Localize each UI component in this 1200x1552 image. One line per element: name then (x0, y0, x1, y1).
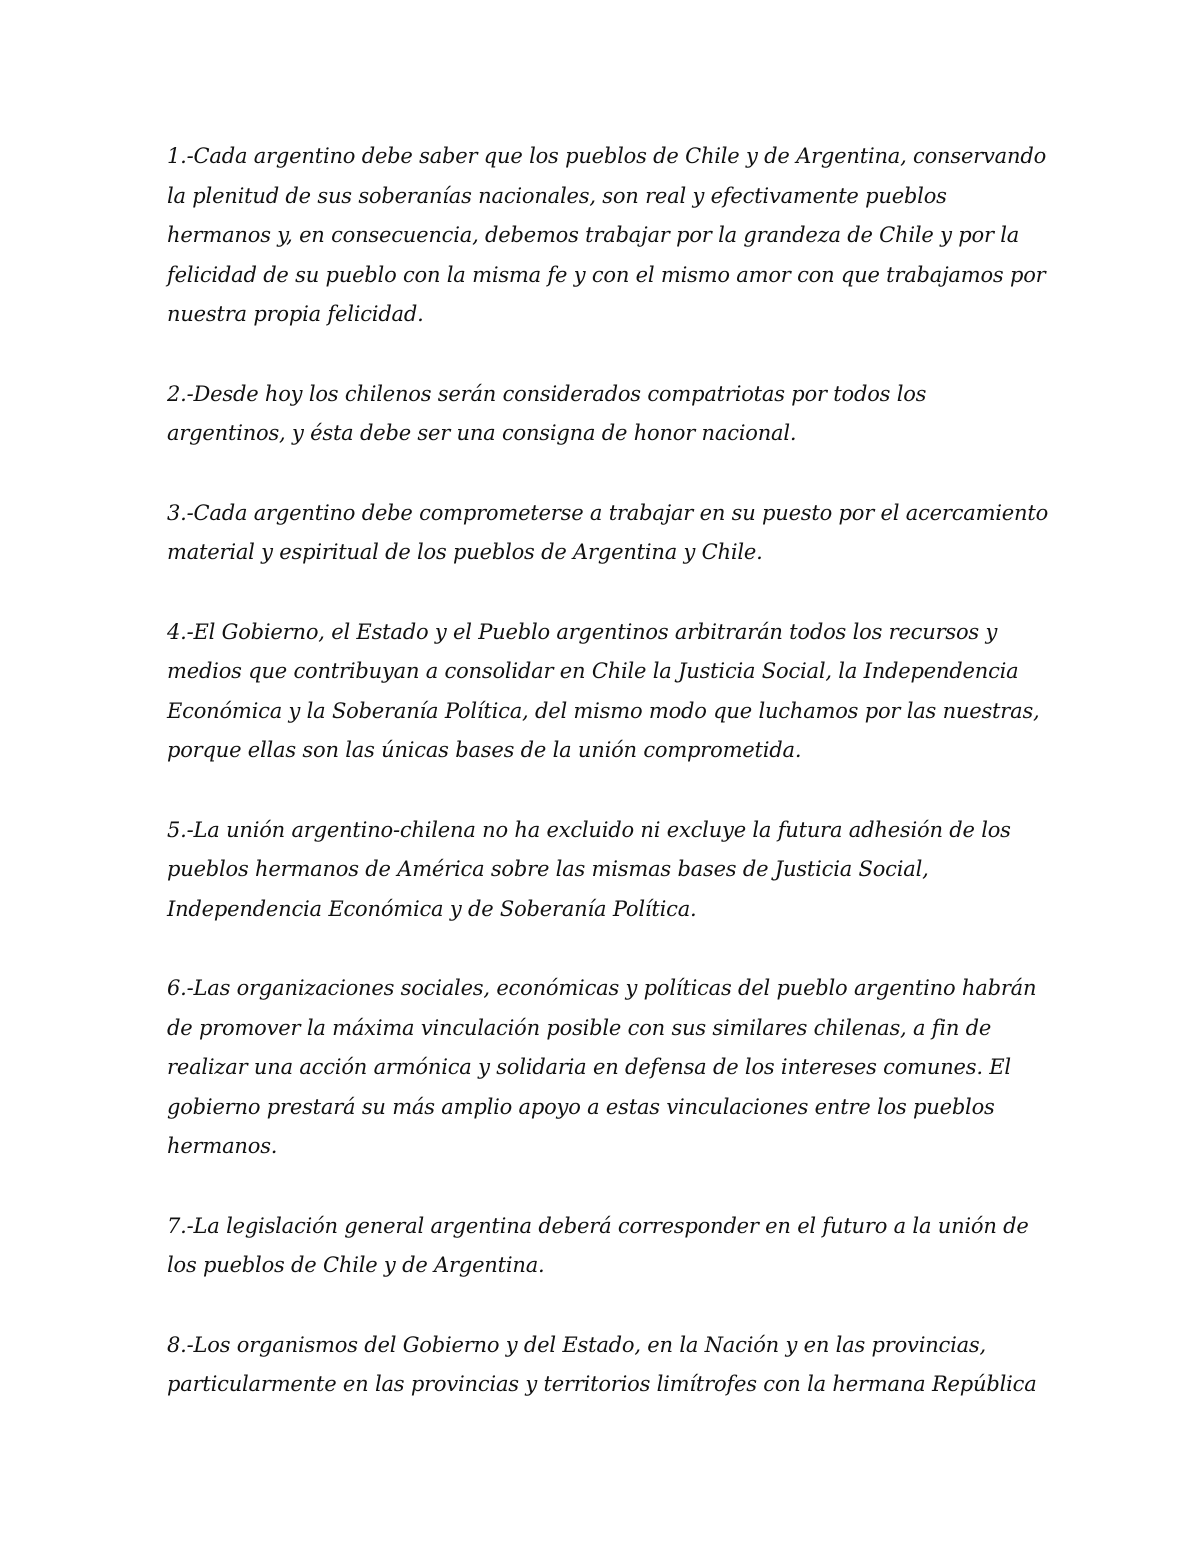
text-line: nuestra propia felicidad. (167, 302, 424, 326)
text-line: Independencia Económica y de Soberanía Política. (167, 896, 697, 921)
text-line: gobierno prestará su más amplio apoyo a estas vinculaciones entre los pueblos (167, 1094, 995, 1119)
text-line: hermanos. (167, 1134, 278, 1158)
text-line: 3.-Cada argentino debe comprometerse a trabajar en su puesto por el acercamiento (167, 500, 1049, 525)
text-line: pueblos hermanos de América sobre las mismas bases de Justicia Social, (167, 857, 929, 881)
text-line: 8.-Los organismos del Gobierno y del Estado, en la Nación y en las provincias, (167, 1332, 986, 1357)
paragraph-2 (167, 375, 1047, 454)
text-line: realizar una acción armónica y solidaria en defensa de los intereses comunes. El (167, 1055, 1011, 1079)
text-line: material y espiritual de los pueblos de Argentina y Chile. (167, 540, 763, 564)
text-line: 4.-El Gobierno, el Estado y el Pueblo argentinos arbitrarán todos los recursos y (167, 619, 998, 644)
text-line: felicidad de su pueblo con la misma fe y con el mismo amor con que trabajamos por (167, 262, 1046, 287)
text-line: porque ellas son las únicas bases de la unión comprometida. (167, 738, 802, 762)
paragraph-3 (167, 494, 1047, 573)
paragraph-1 (167, 137, 1047, 335)
text-line: Económica y la Soberanía Política, del mismo modo que luchamos por las nuestras, (167, 698, 1040, 723)
document-body (167, 137, 1047, 1445)
paragraph-6 (167, 969, 1047, 1167)
paragraph-5 (167, 811, 1047, 930)
text-line: 7.-La legislación general argentina deberá corresponder en el futuro a la unión de (167, 1213, 1029, 1238)
text-line: medios que contribuyan a consolidar en Chile la Justicia Social, la Independencia (167, 659, 1019, 683)
text-line: la plenitud de sus soberanías nacionales, son real y efectivamente pueblos (167, 183, 947, 208)
text-line: argentinos, y ésta debe ser una consigna de honor nacional. (167, 421, 797, 445)
text-line: 1.-Cada argentino debe saber que los pueblos de Chile y de Argentina, conservando (167, 144, 1047, 168)
text-line: los pueblos de Chile y de Argentina. (167, 1253, 545, 1277)
text-line: 6.-Las organizaciones sociales, económicas y políticas del pueblo argentino habrán (167, 976, 1037, 1000)
paragraph-8 (167, 1326, 1047, 1405)
text-line: de promover la máxima vinculación posible con sus similares chilenas, a fin de (167, 1015, 992, 1040)
text-line: 5.-La unión argentino-chilena no ha excluido ni excluye la futura adhesión de los (167, 817, 1011, 842)
text-line: hermanos y, en consecuencia, debemos trabajar por la grandeza de Chile y por la (167, 223, 1020, 247)
paragraph-7 (167, 1207, 1047, 1286)
text-line: 2.-Desde hoy los chilenos serán considerados compatriotas por todos los (167, 381, 927, 406)
text-line: particularmente en las provincias y territorios limítrofes con la hermana República (167, 1372, 1037, 1396)
paragraph-4 (167, 613, 1047, 771)
